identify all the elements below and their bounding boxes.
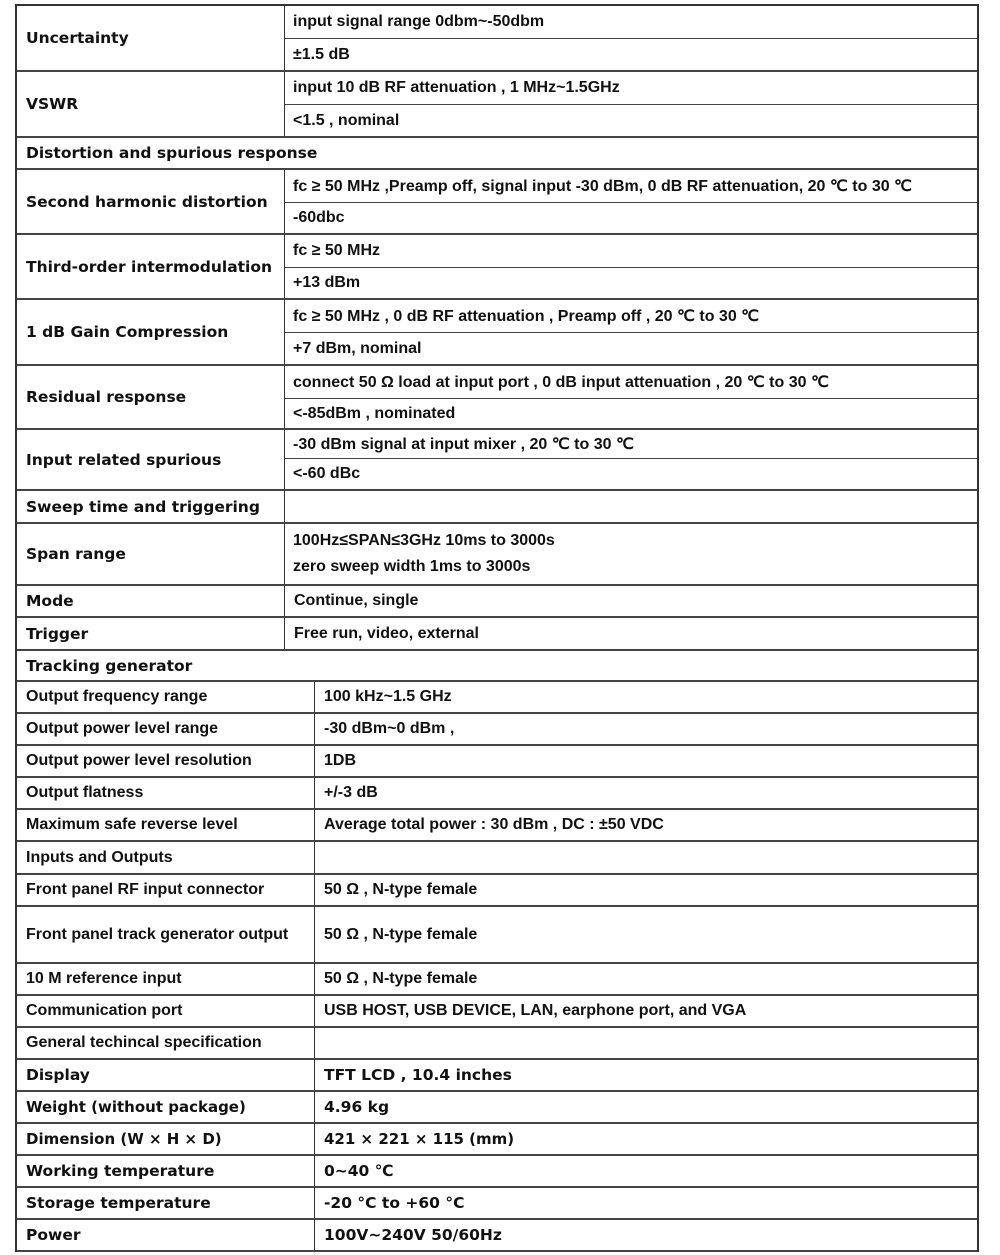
row-label: Trigger	[17, 618, 285, 649]
row-label: Front panel track generator output	[17, 907, 315, 962]
row-label: Inputs and Outputs	[17, 842, 315, 873]
table-row-output-flatness	[17, 778, 977, 810]
row-value: TFT LCD , 10.4 inches	[324, 1066, 512, 1084]
row-label: VSWR	[17, 72, 285, 136]
row-value	[285, 491, 977, 522]
table-row-output-power-range	[17, 714, 977, 746]
row-value: 50 Ω , N-type female	[324, 970, 478, 987]
row-value: zero sweep width 1ms to 3000s	[293, 558, 531, 575]
row-value: -20 °C to +60 °C	[324, 1194, 465, 1212]
row-value: +7 dBm, nominal	[293, 339, 422, 357]
row-label: Residual response	[17, 366, 285, 428]
row-value: 0~40 ℃	[324, 1162, 394, 1180]
row-label: General techincal specification	[17, 1028, 315, 1058]
table-row-10m-reference	[17, 964, 977, 996]
table-row-display	[17, 1060, 977, 1092]
table-row-power	[17, 1220, 977, 1252]
row-label: Second harmonic distortion	[17, 170, 285, 233]
row-value: Continue, single	[294, 592, 419, 609]
table-row-communication-port	[17, 996, 977, 1028]
row-label: 1 dB Gain Compression	[17, 300, 285, 364]
table-row-third-order	[17, 235, 977, 300]
table-row-uncertainty	[17, 6, 977, 72]
row-value: 100V~240V 50/60Hz	[324, 1226, 502, 1244]
row-value: connect 50 Ω load at input port , 0 dB input attenuation , 20 ℃ to 30 ℃	[285, 366, 977, 399]
table-row-output-frequency	[17, 682, 977, 714]
row-value: <-60 dBc	[293, 465, 361, 482]
table-row-rf-input-connector	[17, 875, 977, 907]
row-label: Output flatness	[17, 778, 315, 808]
row-value: 421 × 221 × 115 (mm)	[324, 1130, 515, 1148]
row-label: Display	[17, 1060, 315, 1090]
row-label: Communication port	[17, 996, 315, 1026]
table-row-weight	[17, 1092, 977, 1124]
row-value: 100 kHz~1.5 GHz	[324, 688, 452, 705]
row-value: Free run, video, external	[294, 624, 479, 642]
table-row-output-power-resolution	[17, 746, 977, 778]
table-row-input-spurious	[17, 430, 977, 491]
row-value: +13 dBm	[293, 274, 361, 291]
table-row-storage-temperature	[17, 1188, 977, 1220]
row-value: <1.5 , nominal	[293, 111, 400, 129]
row-label: Weight (without package)	[17, 1092, 315, 1122]
row-label: Working temperature	[17, 1156, 315, 1186]
row-label: 10 M reference input	[17, 964, 315, 994]
table-row-general-spec	[17, 1028, 977, 1060]
section-title: Distortion and spurious response	[26, 144, 318, 162]
row-label: Mode	[17, 586, 285, 616]
row-value	[315, 842, 977, 873]
row-label: Output power level resolution	[17, 746, 315, 776]
table-row-working-temperature	[17, 1156, 977, 1188]
row-value: fc ≥ 50 MHz	[285, 235, 977, 268]
row-value: 1DB	[324, 752, 357, 769]
row-value: input signal range 0dbm~-50dbm	[285, 6, 977, 39]
table-row-sweep-time	[17, 491, 977, 524]
row-label: Front panel RF input connector	[17, 875, 315, 905]
row-label: Dimension (W × H × D)	[17, 1124, 315, 1154]
table-row-inputs-outputs	[17, 842, 977, 875]
row-value: +/-3 dB	[324, 784, 378, 801]
table-row-span-range	[17, 524, 977, 586]
row-label: Sweep time and triggering	[17, 491, 285, 522]
row-value: ±1.5 dB	[293, 45, 350, 63]
section-header-distortion	[17, 138, 977, 170]
row-value: -30 dBm~0 dBm ,	[324, 720, 455, 737]
table-row-second-harmonic	[17, 170, 977, 235]
row-value: 50 Ω , N-type female	[324, 881, 478, 898]
row-label: Power	[17, 1220, 315, 1250]
table-row-trigger	[17, 618, 977, 651]
row-value: 100Hz≤SPAN≤3GHz 10ms to 3000s	[293, 532, 555, 549]
table-row-max-reverse-level	[17, 810, 977, 842]
table-row-vswr	[17, 72, 977, 138]
row-value: input 10 dB RF attenuation , 1 MHz~1.5GHz	[285, 72, 977, 105]
table-row-residual-response	[17, 366, 977, 430]
row-value: -30 dBm signal at input mixer , 20 ℃ to 30 ℃	[285, 430, 977, 459]
table-row-track-generator-output	[17, 907, 977, 964]
row-label: Span range	[17, 524, 285, 584]
row-label: Output frequency range	[17, 682, 315, 712]
row-label: Maximum safe reverse level	[17, 810, 315, 840]
row-value: 4.96 kg	[324, 1098, 390, 1116]
row-label: Input related spurious	[17, 430, 285, 489]
specification-table	[15, 4, 979, 1252]
row-value	[315, 1028, 977, 1058]
row-label: Third-order intermodulation	[17, 235, 285, 298]
row-label: Output power level range	[17, 714, 315, 744]
row-label: Storage temperature	[17, 1188, 315, 1218]
table-row-mode	[17, 586, 977, 618]
section-header-tracking-generator	[17, 651, 977, 682]
section-title: Tracking generator	[26, 656, 193, 675]
row-value: Average total power : 30 dBm , DC : ±50 VDC	[324, 816, 664, 833]
row-label: Uncertainty	[17, 6, 285, 70]
row-value: USB HOST, USB DEVICE, LAN, earphone port, and VGA	[324, 1002, 747, 1019]
row-value: fc ≥ 50 MHz , 0 dB RF attenuation , Preamp off , 20 ℃ to 30 ℃	[285, 300, 977, 333]
row-value: 50 Ω , N-type female	[324, 925, 478, 943]
row-value: fc ≥ 50 MHz ,Preamp off, signal input -30 dBm, 0 dB RF attenuation, 20 ℃ to 30 ℃	[285, 170, 977, 203]
table-row-dimension	[17, 1124, 977, 1156]
row-value: -60dbc	[293, 209, 345, 226]
table-row-gain-compression	[17, 300, 977, 366]
row-value: <-85dBm , nominated	[293, 404, 456, 422]
